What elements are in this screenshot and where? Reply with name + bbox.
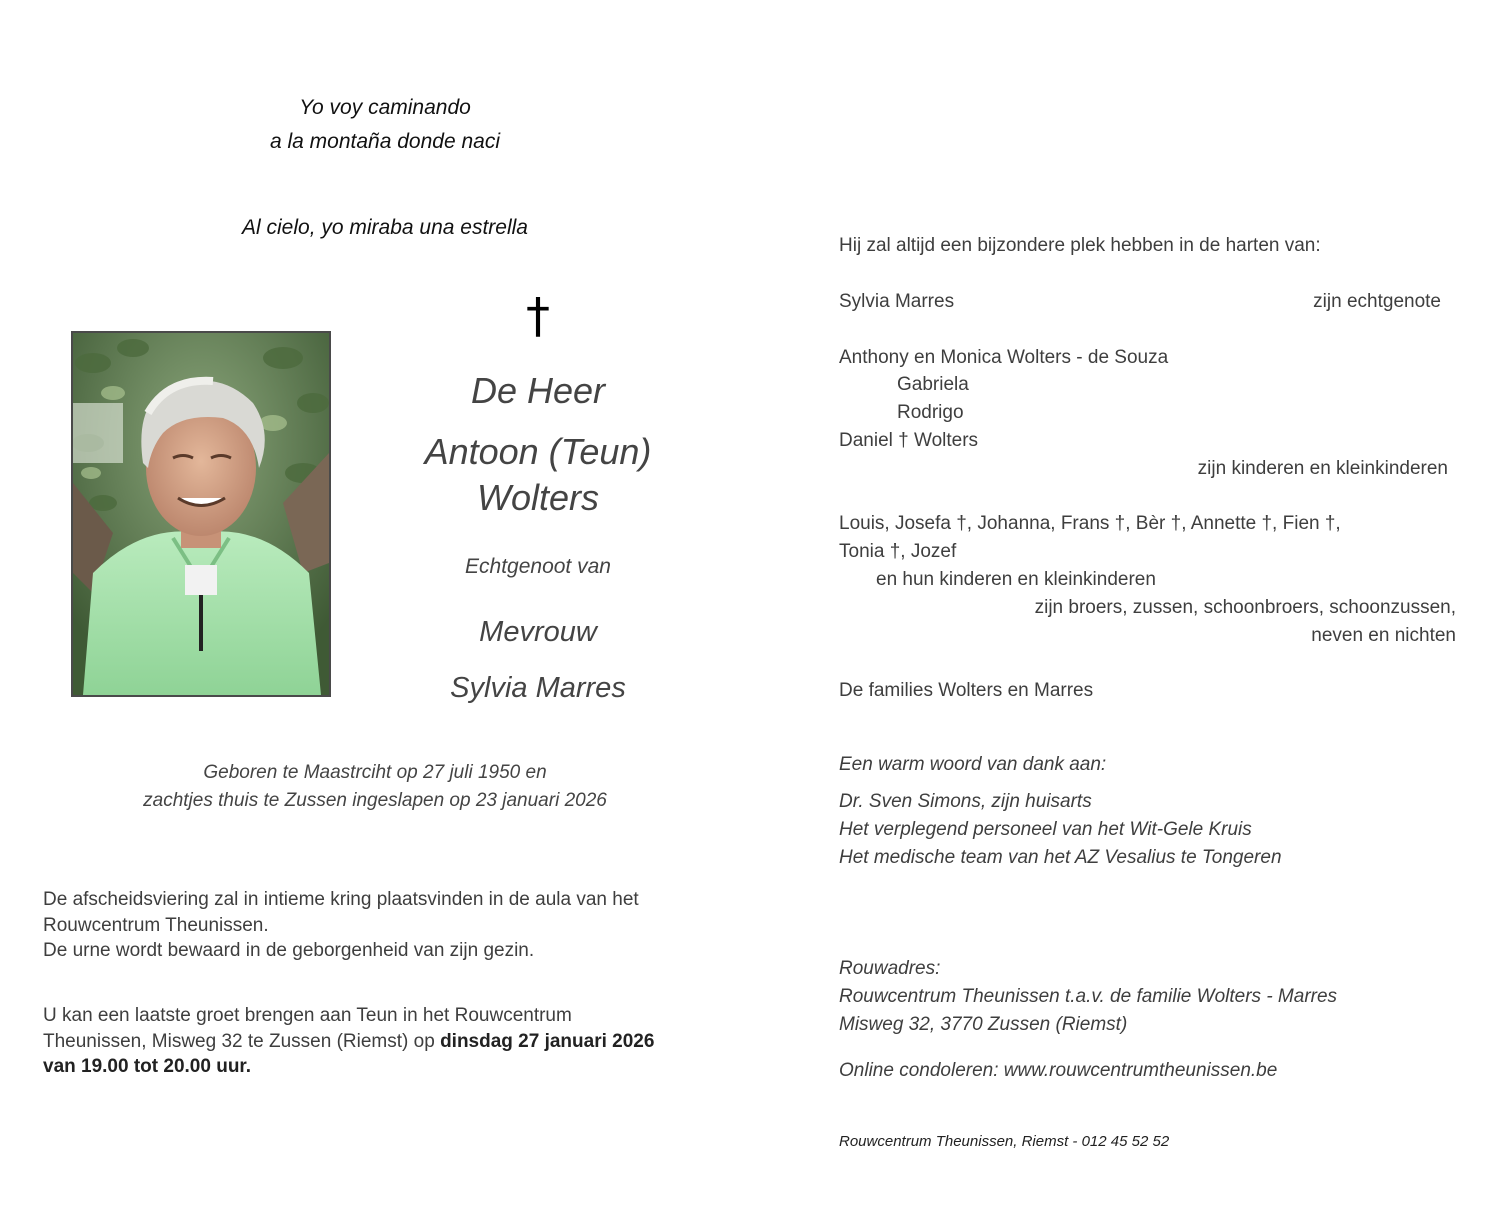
footer-contact: Rouwcentrum Theunissen, Riemst - 012 45 52 52 [839, 1133, 1170, 1150]
farewell-paragraph [43, 887, 733, 964]
deceased-title: De Heer [470, 370, 606, 411]
visit-line-1: U kan een laatste groet brengen aan Teun in het Rouwcentrum [43, 1005, 572, 1026]
children-line-1: Anthony en Monica Wolters - de Souza [839, 347, 1169, 368]
thanks-line-1: Dr. Sven Simons, zijn huisarts [839, 791, 1092, 812]
spouse-entry-role: zijn echtgenote [1313, 291, 1441, 312]
siblings-role-1: zijn broers, zussen, schoonbroers, schoonzussen, [1034, 597, 1456, 618]
children-role: zijn kinderen en kleinkinderen [1197, 458, 1448, 479]
families-line: De families Wolters en Marres [839, 680, 1094, 701]
life-dates [60, 759, 690, 815]
portrait-photo [71, 331, 331, 697]
siblings-role-2: neven en nichten [1311, 625, 1456, 646]
siblings-line-2: Tonia †, Jozef [839, 541, 957, 562]
farewell-line-2: Rouwcentrum Theunissen. [43, 914, 269, 936]
grandchild-2: Rodrigo [897, 402, 964, 423]
poem-line-2: a la montaña donde naci [269, 130, 500, 153]
relation-label: Echtgenoot van [465, 555, 611, 578]
deceased-name-line-2: Wolters [476, 477, 599, 518]
thanks-intro: Een warm woord van dank aan: [839, 754, 1107, 775]
address-line-1: Rouwcentrum Theunissen t.a.v. de familie Wolters - Marres [839, 986, 1338, 1007]
deceased-name-line-1: Antoon (Teun) [424, 431, 652, 472]
poem-line-1: Yo voy caminando [299, 96, 471, 119]
birth-line: Geboren te Maastrciht op 27 juli 1950 en [203, 762, 547, 783]
death-line: zachtjes thuis te Zussen ingeslapen op 23 januari 2026 [143, 790, 607, 811]
grandchild-1: Gabriela [897, 374, 969, 395]
spouse-name: Sylvia Marres [450, 672, 626, 704]
address-label: Rouwadres: [839, 958, 941, 979]
address-line-2: Misweg 32, 3770 Zussen (Riemst) [839, 1014, 1128, 1035]
thanks-line-2: Het verplegend personeel van het Wit-Gele Kruis [839, 819, 1252, 840]
visit-line-3 [43, 1054, 733, 1080]
visit-date: dinsdag 27 januari 2026 [440, 1030, 655, 1052]
spouse-title: Mevrouw [479, 616, 597, 648]
visit-line-2 [43, 1029, 733, 1055]
poem-line-3: Al cielo, yo miraba una estrella [242, 216, 528, 239]
cross-icon: † [526, 288, 550, 344]
siblings-line-1: Louis, Josefa †, Johanna, Frans †, Bèr †, Annette †, Fien †, [839, 513, 1341, 534]
farewell-line-3: De urne wordt bewaard in de geborgenheid van zijn gezin. [43, 940, 535, 961]
family-intro: Hij zal altijd een bijzondere plek hebben in de harten van: [839, 235, 1321, 256]
visit-line-2-text: Theunissen, Misweg 32 te Zussen (Riemst) op [43, 1030, 441, 1052]
farewell-line-1: De afscheidsviering zal in intieme kring plaatsvinden in de aula van het [43, 889, 639, 910]
online-condolence: Online condoleren: www.rouwcentrumtheunissen.be [839, 1060, 1278, 1081]
visit-paragraph [43, 1003, 733, 1080]
visit-time: van 19.00 tot 20.00 uur. [43, 1056, 252, 1077]
siblings-line-3: en hun kinderen en kleinkinderen [876, 569, 1156, 590]
thanks-line-3: Het medische team van het AZ Vesalius te Tongeren [839, 847, 1282, 868]
children-line-2: Daniel † Wolters [839, 430, 979, 451]
spouse-entry-name: Sylvia Marres [839, 291, 955, 312]
